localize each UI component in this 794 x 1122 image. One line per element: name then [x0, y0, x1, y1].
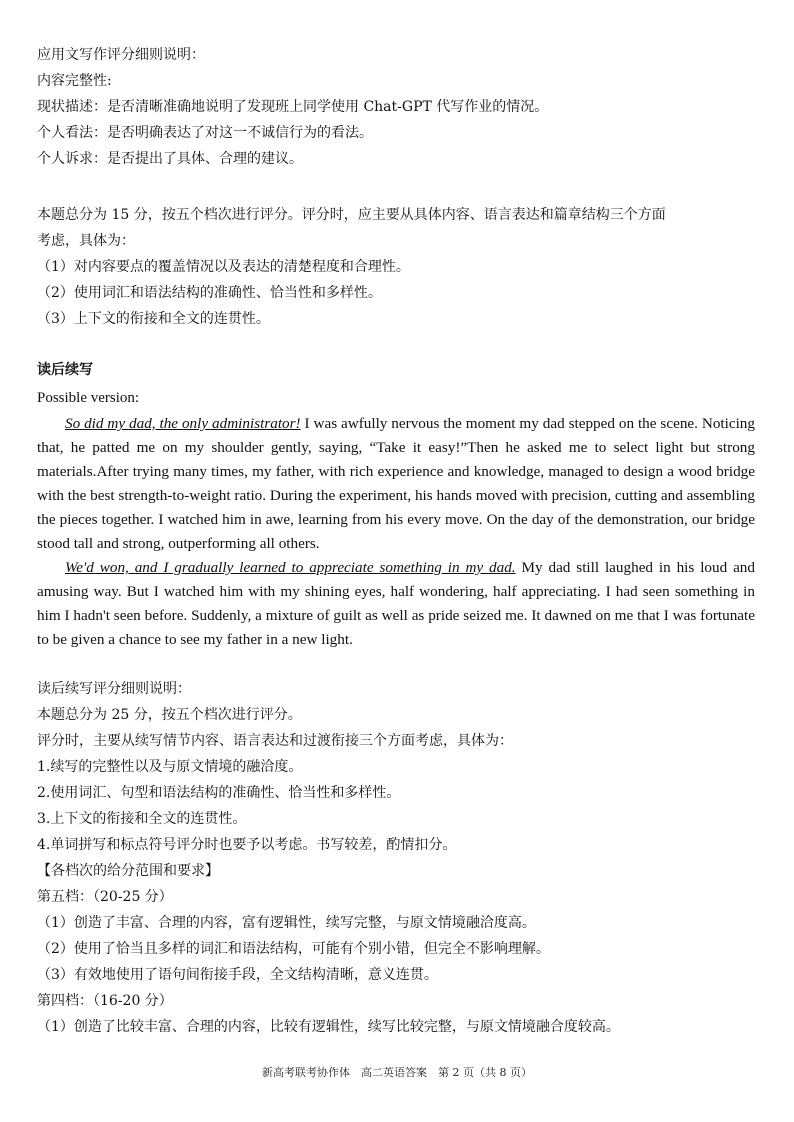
section1-item: 个人看法：是否明确表达了对这一不诚信行为的看法。 — [37, 125, 373, 141]
section4-line: （1）创造了比较丰富、合理的内容，比较有逻辑性，续写比较完整，与原文情境融合度较高。 — [37, 1019, 620, 1035]
paragraph-lead-sentence: We'd won, and I gradually learned to appreciate something in my dad. — [65, 559, 516, 576]
version-label: Possible version: — [37, 390, 140, 406]
section4-line: 4.单词拼写和标点符号评分时也要予以考虑。书写较差，酌情扣分。 — [37, 837, 457, 853]
section3-heading: 读后续写 — [37, 362, 93, 378]
section2-intro: 考虑，具体为： — [37, 233, 135, 249]
grade-level: 第五档：（20-25 分） — [37, 889, 173, 905]
section1-item: 个人诉求：是否提出了具体、合理的建议。 — [37, 151, 303, 167]
paragraph-body: My dad still laughed in his loud and amusing way. But I watched him with my shining eyes, half wondering, half appreciating. I had seen something in him I hadn't seen before. Suddenly, a mixture of guilt as well as pride seized me. It dawned on me that I was fortunate to be given a chance to see my father in a new light. — [37, 559, 755, 648]
section2-item: （1）对内容要点的覆盖情况以及表达的清楚程度和合理性。 — [37, 259, 410, 275]
section4-line: 评分时，主要从续写情节内容、语言表达和过渡衔接三个方面考虑，具体为： — [37, 733, 513, 749]
story-paragraph-1 — [37, 412, 755, 556]
section2-item: （3）上下文的衔接和全文的连贯性。 — [37, 311, 270, 327]
page-footer: 新高考联考协作体 高二英语答案 第 2 页（共 8 页） — [262, 1066, 532, 1079]
paragraph-lead-sentence: So did my dad, the only administrator! — [65, 415, 301, 432]
grade-range-heading: 【各档次的给分范围和要求】 — [37, 863, 219, 879]
section4-line: 2.使用词汇、句型和语法结构的准确性、恰当性和多样性。 — [37, 785, 401, 801]
section4-line: 3.上下文的衔接和全文的连贯性。 — [37, 811, 247, 827]
section4-line: （1）创造了丰富、合理的内容，富有逻辑性，续写完整，与原文情境融洽度高。 — [37, 915, 536, 931]
section4-line: 1.续写的完整性以及与原文情境的融洽度。 — [37, 759, 303, 775]
section2-item: （2）使用词汇和语法结构的准确性、恰当性和多样性。 — [37, 285, 382, 301]
grade-level: 第四档：（16-20 分） — [37, 993, 173, 1009]
paragraph-body: I was awfully nervous the moment my dad stepped on the scene. Noticing that, he patted me on my shoulder gently, saying, “Take it easy!”Then he asked me to select light but strong materials.After trying many times, my father, with rich experience and knowledge, managed to design a wood bridge with the best strength-to-weight ratio. During the experiment, his hands moved with precision, cutting and assembling the pieces together. I watched him in awe, learning from his every move. On the day of the demonstration, our bridge stood tall and strong, outperforming all others. — [37, 415, 755, 552]
section4-line: 本题总分为 25 分，按五个档次进行评分。 — [37, 707, 302, 723]
section1-subtitle: 内容完整性: — [37, 73, 112, 89]
story-paragraph-2 — [37, 556, 755, 652]
section4-title: 读后续写评分细则说明： — [37, 681, 191, 697]
section4-line: （2）使用了恰当且多样的词汇和语法结构，可能有个别小错，但完全不影响理解。 — [37, 941, 550, 957]
section2-intro: 本题总分为 15 分，按五个档次进行评分。评分时，应主要从具体内容、语言表达和篇章结构三个方面 — [37, 207, 666, 223]
section1-item: 现状描述：是否清晰准确地说明了发现班上同学使用 Chat-GPT 代写作业的情况。 — [37, 99, 549, 115]
section4-line: （3）有效地使用了语句间衔接手段，全文结构清晰，意义连贯。 — [37, 967, 438, 983]
section1-title: 应用文写作评分细则说明： — [37, 47, 205, 63]
